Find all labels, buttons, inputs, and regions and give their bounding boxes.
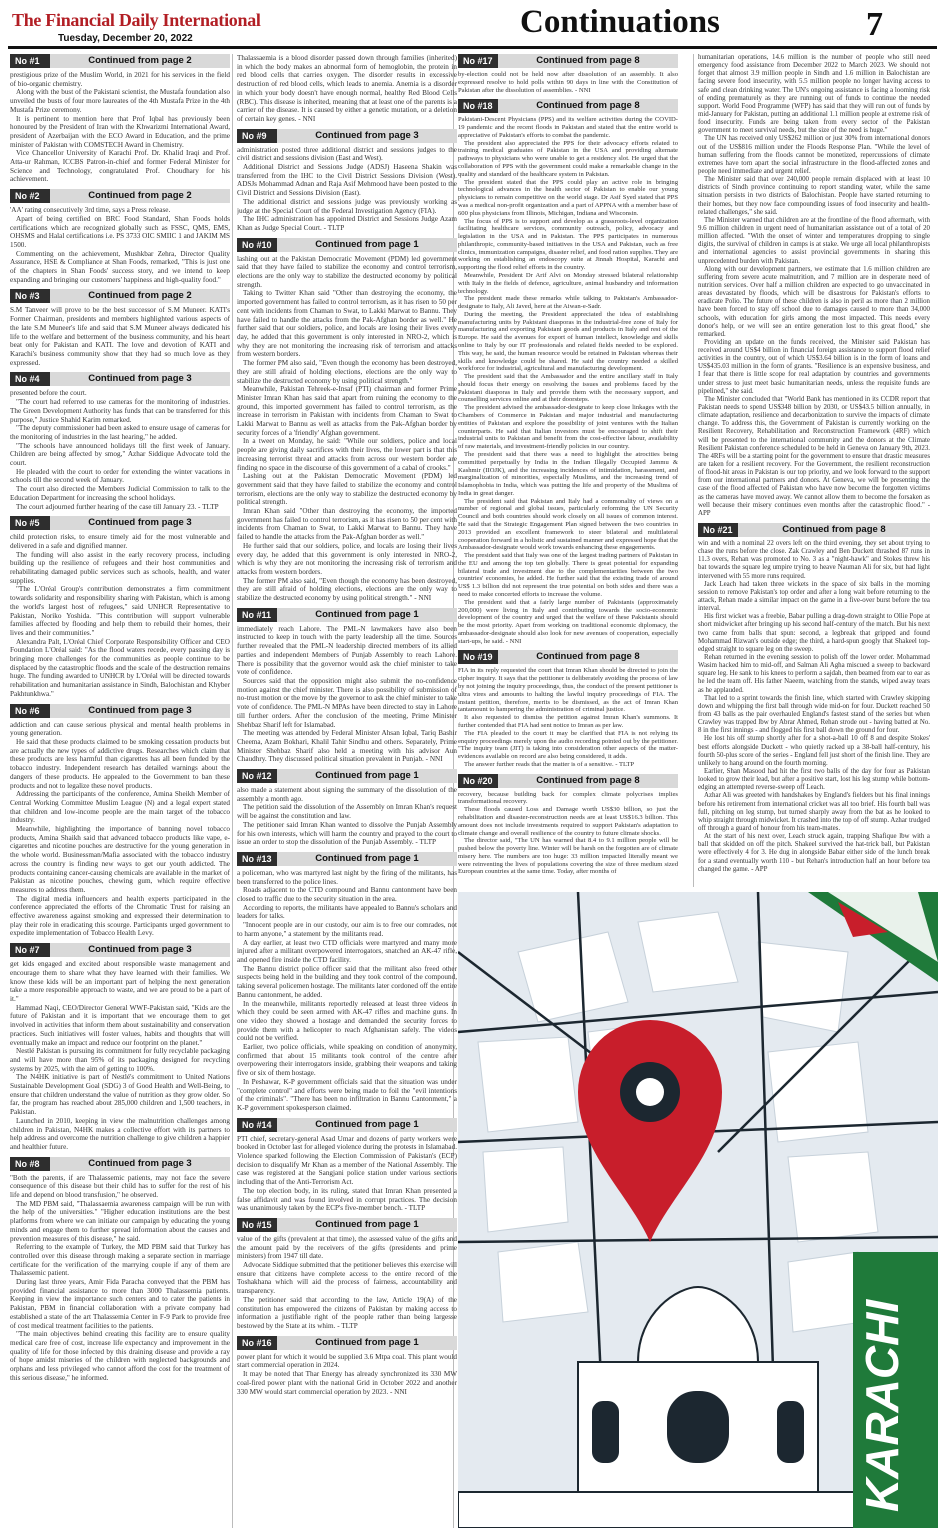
article-number-tag: No #3: [10, 289, 50, 303]
article-body: [10, 1174, 230, 1383]
article-header: [237, 238, 457, 252]
article-paragraph: In a tweet on Monday, he said: "While our soldiers, police and local people are giving daily sacrifices with their lives, the lower part is that this increasing terrorist threat and attacks from across our western border are finding no space in the discourse of this government of a cabal of crooks.": [237, 437, 457, 472]
city-label: KARACHI: [856, 1299, 908, 1512]
article-paragraph: His first wicket was a freebie, Babar pulling a drag-down straight to Ollie Pope at short midwicket after bringing up his second half-century of the match. But his next two came from balls that spun: second, a legbreak that gripped and found Mohammad Rizwan's outside edge; the third, a hard-spun googly that Shakeel top-edged straight to square leg on the sweep.: [698, 613, 930, 653]
article-paragraph: The president advised the ambassador-designate to keep close linkages with the Chambers of Commerce in Pakistan and major industrial and manufacturing entities of Pakistan and explore the possibility of joint ventures with the Italian counterparts. He said that Italian investors must be encouraged to shift their industrial units to Pakistan and benefit from the cost-effective labour, availability of raw materials, and investment-friendly policies in our country.: [458, 404, 678, 451]
article-paragraph: The former PM also said, "Even though the economy has been destroyed, they are still afraid of holding elections, elections are the only way to stabilize the destructed economy by using political strength." - NNI: [237, 576, 457, 603]
article-paragraph: In the meanwhile, militants reportedly released at least three videos in which they could be seen armed with AK-47 rifles and machine guns. In one video they showed a hostage and demanded the security forces to provide them with a helicopter to reach Afghanistan safely. The videos could not be verified.: [237, 999, 457, 1043]
article-number-tag: No #1: [10, 54, 50, 68]
article: [698, 54, 930, 518]
article-paragraph: The UN has received only US$262 million or just 30% from international donors out of the US$816 million under the Floods Response Plan. "While the level of human suffering from the floods cannot be monetized, repercussions of climate extremes have torn apart the social infrastructure in the flood-affected zones and people need immediate and urgent relief.: [698, 135, 930, 175]
article-paragraph: Addressing the participants of the conference, Amina Sheikh Member of Central Working Committee Muslim League (N) and a legal expert stated that children and low-income people are the main target of the tobacco industry.: [10, 790, 230, 825]
article-number-tag: No #7: [10, 943, 50, 957]
article-body: [237, 1135, 457, 1213]
article-paragraph: administration posted three additional district and sessions judges to the civil district and sessions division (East and West).: [237, 145, 457, 163]
article-paragraph: The president said that a fairly large number of Pakistanis (approximately 200,000) were living in Italy and contributing towards the socio-economic development of the country and urged that the welfare of these Pakistanis should be the most priority. Apart from working on traditional economic diplomacy, the ambassador-designate should also look for new avenues of cooperation, especially start-ups, he said. - NNI: [458, 598, 678, 645]
continued-from-label: Continued from page 8: [498, 99, 678, 113]
article-paragraph: Along with our development partners, we estimate that 1.6 million children are suffering from severe acute malnutrition, and 7 million are in desperate need of nutrition services. Over half a million children are expected to go unvaccinated in areas devastated by floods, which will be disastrous for Pakistan's efforts to eradicate Polio. The future of these children is also in peril as more than 2 million have been forced to stay off school due to damages caused to more than 34,000 schools, with education for girls among the most impacted. This needs every donor's help, or we will see an entire generation lost to this great flood," she remarked.: [698, 265, 930, 338]
article-paragraph: lashing out at the Pakistan Democratic Movement (PDM) led government said that they have failed to stabilize the economy and control terrorism, elections are the only way to stabilize the destructed economy by political strength.: [237, 254, 457, 289]
article-paragraph: It may be noted that Thar Energy has already synchronized its 330 MW coal-fired power plant with the national Grid in October 2022 and another 330 MW would start commercial operation by 2023. - NNI: [237, 1370, 457, 1396]
article-number-tag: No #18: [458, 99, 498, 113]
article-paragraph: Launched in 2010, keeping in view the malnutrition challenges among children in Pakistan, N4HK makes a collective effort with its partners to help address and overcome the nutrition challenge to give children a happier and healthier future.: [10, 1116, 230, 1151]
article-paragraph: Meanwhile, President Dr Arif Alvi on Monday stressed bilateral relationship with Italy in the fields of defence, agriculture, animal husbandry and information technology.: [458, 271, 678, 295]
continued-from-label: Continued from page 1: [277, 1118, 457, 1132]
article-paragraph: Advocate Siddique submitted that the petitioner believes this exercise will ensure that citizens have complete access to the entire record of the Toshakhana which will aid the process of fairness, accountability and transparency.: [237, 1261, 457, 1296]
article-paragraph: Rehan returned in the evening session to polish off the lower order. Mohammad Wasim hacked him to mid-off, and Salman Ali Agha miscued a sweep to backward square leg. He sank to his knees to perform a sajdah, then beamed from ear to ear as he led the team off. His father Naeem, watching from the stands, wiped away tears as he applauded.: [698, 653, 930, 694]
section-title: Continuations: [520, 4, 720, 40]
article: [237, 54, 457, 124]
article-paragraph: The additional district and sessions judge was previously working as judge at the Special Court of the Federal Investigation Agency (FIA).: [237, 197, 457, 215]
article-number-tag: No #5: [10, 516, 50, 530]
article-paragraph: The focus of PPS is to support and develop as a grassroots-level organization facilitating healthcare services, community outreach, policy, advocacy and legislation in the USA and in Pakistan. The PPS participates in numerous philanthropic, community-based initiatives in the USA and Pakistan, such as free clinics, immunization campaigns, disaster relief, and food ration supplies. They are working on establishing an endoscopy suite at Jinnah Hospital, Karachi and supporting the flood relief efforts in the country.: [458, 217, 678, 272]
article-body: [237, 1353, 457, 1397]
article: [458, 650, 678, 768]
continued-from-label: Continued from page 1: [277, 238, 457, 252]
article-paragraph: At the start of his next over, Leach struck again, trapping Shafique lbw with a ball that skidded on off the pitch. Shakeel survived the hat-trick ball, but Pakistan were effectively 4 for 3. He dug in alongside Babar either side of the lunch break for a stand eventually worth 110 - but Rehan's introduction half an hour before tea changed the game. - APP: [698, 833, 930, 873]
article-body: [237, 869, 457, 1113]
article-paragraph: get kids engaged and excited about responsible waste management and encourage them to share what they have learned with their families. We know these kids will be an important part of helping the next generation take a more responsible approach to waste, and we are proud to be a part of it.": [10, 960, 230, 1003]
article-header: [10, 1157, 230, 1171]
article: [237, 1336, 457, 1397]
article-number-tag: No #10: [237, 238, 277, 252]
article-paragraph: He further said that our soldiers, police, and locals are losing their lives every day, he added that this government is only interested in NRO-2, which is why they are not monitoring the increasing risk of terrorism and attacks from western borders.: [237, 541, 457, 576]
article-body: [698, 54, 930, 518]
article-paragraph: "The main objectives behind creating this facility are to ensure quality medical care free of cost, increase life expectancy and improvement in the quality of life for those infected by this draining disease and provide a ray of hope amidst miseries of the children with neglected backgrounds and orphans and less privileged who cannot afford the cost for the treatment of this serious disease," he informed.: [10, 1330, 230, 1382]
article: [458, 54, 678, 94]
article-header: [698, 523, 930, 537]
article-header: [458, 774, 678, 788]
article-number-tag: No #8: [10, 1157, 50, 1171]
article: [10, 372, 230, 511]
article-body: [458, 791, 678, 877]
article-paragraph: The court also directed the Members Judicial Commission to talk to the Education Department for increasing the school holidays.: [10, 485, 230, 502]
article-paragraph: S.M Tanveer will prove to be the best successor of S.M Muneer. KATI's Former Chairman, presidents and members highlighted various aspects of the late S.M Muneer's life and said that S.M Muneer always dedicated his life to the welfare and betterment of the business community, and his heart beat only for Pakistan and KATI. The love and devotion of KATI and Karachi's business community show that they had so much love as they expressed.: [10, 306, 230, 367]
article-paragraph: humanitarian operations, 14.6 million is the number of people who still need emergency food assistance from December 2022 to March 2023. We should not forget that almost 3.9 million people in Sindh and 1.6 million in Balochistan are facing severe food insecurity, with 5.5 million people no longer having access to safe and clean drinking water. The UN's ongoing assistance is facing a looming risk of ending prematurely as they are running out of funds to continue the needed support. World Food Programme (WFP) has said that they will run out of funds by mid-January for Pakistan, putting an additional 1.1 million people at extreme risk of food insecurity. Funds are being taken from every sector of the Pakistan government to meet survival needs, but the size of the need is huge.": [698, 54, 930, 135]
issue-date: Tuesday, December 20, 2022: [58, 33, 193, 44]
article-paragraph: The N4HK initiative is part of Nestlé's commitment to United Nations Sustainable Development Goal (SDG) 3 of Good Health and Well-Being, to ensure that children understand the value of nutrition as they grow older. So far, the program has reached about 285,000 children and 1,500 teachers, in Pakistan.: [10, 1073, 230, 1117]
article-header: [10, 516, 230, 530]
article-body: [10, 960, 230, 1151]
article-paragraph: Jack Leach had taken three wickets in the space of six balls in the morning session to remove Pakistan's top order and after a long wait before returning to the attack, Rehan made a similar impact on the game in a five-over burst before the tea interval.: [698, 580, 930, 613]
continued-from-label: Continued from page 8: [738, 523, 930, 537]
article-paragraph: A day earlier, at least two CTD officials were martyred and many more injured after a militant overpowered interrogators, snatched an AK-47 rifle, and opened fire inside the CTD facility.: [237, 938, 457, 964]
column-divider: [693, 54, 694, 887]
article-paragraph: The petitioner said that according to the law, Article 19(A) of the constitution has empowered the citizens of Pakistan by making access to information a justifiable right of the people rather than being largesse bestowed by the State at its whim. - TLTP: [237, 1295, 457, 1330]
article-body: [237, 625, 457, 764]
article-paragraph: 'AA' rating consecutively 3rd time, says a Press release.: [10, 206, 171, 215]
article-paragraph: The MD PBM said, "Thalassaemia awareness campaign will be run with the help of the universities." "Higher education institutions are the best platforms from where we can initiate our campaign by educating the young minds and engage them to further spread information about the causes and prevention measures of this disease," he said.: [10, 1199, 230, 1243]
article-header: [458, 650, 678, 664]
article-body: [237, 255, 457, 603]
article: [10, 54, 230, 184]
continued-from-label: Continued from page 1: [277, 769, 457, 783]
continued-from-label: Continued from page 1: [277, 852, 457, 866]
article: [10, 189, 230, 284]
continued-from-label: Continued from page 8: [498, 774, 678, 788]
article-number-tag: No #20: [458, 774, 498, 788]
column-1: [10, 54, 230, 1528]
article-header: [458, 99, 678, 113]
article-paragraph: "The deputy commissioner had been asked to ensure usage of cameras for the monitoring of industries in the last hearing," he added.: [10, 424, 230, 441]
article: [10, 289, 230, 367]
article-body: [237, 786, 457, 847]
article-paragraph: The petitioner said Imran Khan wanted to dissolve the Punjab Assembly for his own interests, which will harm the country and prayed to the court to issue an order to stop the dissolution of the Punjab Assembly. - TLTP: [237, 820, 457, 847]
article-number-tag: No #4: [10, 372, 50, 386]
article: [237, 1118, 457, 1213]
article: [10, 943, 230, 1151]
article-number-tag: No #6: [10, 704, 50, 718]
article-paragraph: The president said that the Ambassador and the entire ancillary staff in Italy should focus their energy on resolving the issues and problems faced by the Pakistani diasporas in Italy and provide them with the necessary support, and counselling services online and at their doorsteps.: [458, 373, 678, 404]
article-paragraph: The Minister concluded that "World Bank has mentioned in its CCDR report that Pakistan needs to spend US$348 billion by 2030, or US$43.5 billion annually, in climate adaptation, resilience and decarbonization to survive the impacts of climate change. To address this, the Government of Pakistan is currently working on the Resilient Recovery, Rehabilitation and Reconstruction Framework (4RF) which will be presented to the international community and the donors at the Climate Resilient Pakistan conference scheduled to be held in Geneva on January 9th, 2023. The 4RFs will be a starting point for the government to ensure that drastic measures are taken for a resilient recovery. For the Government, the resilient reconstruction of flood-hit areas in Pakistan is our top priority, and we look forward to the support from our international partners and donors. At Geneva, we will be presenting the case of the flood affected of Pakistan who have now become the forgotten victims as the cameras have moved away. We cannot allow them to become the forsaken as well because their misery continues even months after the catastrophic flood." - APP: [698, 395, 930, 517]
continued-from-label: Continued from page 8: [498, 650, 678, 664]
article-paragraph: Thalassaemia is a blood disorder passed down through families (inherited) in which the body makes an abnormal form of hemoglobin, the protein in red blood cells that carries oxygen. The disorder results in excessive destruction of red blood cells, which leads to anemia. Anemia is a disorder in which your body doesn't have enough normal, healthy Red Blood Cells (RBC). This disease is inherited, meaning that at least one of the parents is a carrier of the disease. It is caused by either a genetic mutation, or a deletion of certain key genes. - NNI: [237, 54, 457, 123]
article-paragraph: PTI chief, secretary-general Asad Umar and dozens of party workers were booked in October last for alleged violence during the protests in Islamabad. Violence sparked following the Election Commission of Pakistan's (ECP) decision to disqualify Mr Khan as a member of the National Assembly. The case was registered at the Sangjani police station under various sections including that of the Anti-Terrorism Act.: [237, 1134, 457, 1187]
article-header: [237, 129, 457, 143]
newspaper-brand: The Financial Daily International: [12, 10, 261, 30]
article-number-tag: No #14: [237, 1118, 277, 1132]
article-paragraph: He pleaded with the court to order for extending the winter vacations in schools till the second week of January.: [10, 467, 230, 485]
article-paragraph: prestigious prize of the Muslim World, in 2021 for his services in the field of bio-organic chemistry.: [10, 71, 230, 88]
article-number-tag: No #15: [237, 1218, 277, 1232]
article-paragraph: Roads adjacent to the CTD compound and Bannu cantonment have been closed to traffic due to the security situation in the area.: [237, 886, 457, 904]
continued-from-label: Continued from page 2: [50, 54, 230, 68]
article-paragraph: Apart of being certified on BRC Food Standard, Shan Foods holds certifications which are recognized globally such as FSSC, QMS, EMS, OHSMS and Halal certifications i.e. PS 3733 OIC SMIIC 1 and JAKIM MS 1500.: [10, 214, 230, 249]
article: [698, 523, 930, 874]
article-paragraph: The answer further reads that the matter is of a sensitive. - TLTP: [464, 760, 635, 768]
article-paragraph: presented before the court.: [10, 389, 87, 398]
continued-from-label: Continued from page 1: [277, 608, 457, 622]
article: [237, 769, 457, 847]
article: [10, 704, 230, 939]
article-body: [698, 540, 930, 874]
article-paragraph: Earlier, two police officials, while speaking on condition of anonymity, confirmed that about 15 militants took control of the centre after overpowering their interrogators inside, grabbing their weapons and taking five or six of them hostage.: [237, 1043, 457, 1078]
page-number: 7: [866, 6, 883, 43]
article-header: [237, 769, 457, 783]
article: [10, 1157, 230, 1383]
article: [237, 238, 457, 603]
article-number-tag: No #17: [458, 54, 498, 68]
article-paragraph: Meanwhile, Pakistan Tehreek-e-Insaf (PTI) chairman and former Prime Minister Imran Khan has said that apart from ruining the economy to the ground, this imported government has failed to control terrorism, as the increase in terrorism in Pakistan with incidents from Chaman to Swat to Lakki Marwat to Bannu as well as attacks from the Pak-Afghan border by security forces of a 'friendly' Afghan government.: [237, 385, 457, 437]
article-paragraph: a policeman, who was martyred last night by the firing of the militants, has been transferred to the police lines.: [237, 868, 457, 886]
article-number-tag: No #16: [237, 1336, 277, 1350]
continued-from-label: Continued from page 1: [277, 1218, 457, 1232]
article-paragraph: value of the gifts (prevalent at that time), the assessed value of the gifts and the amount paid by the receivers of the gifts (presidents and prime ministers) from 1947 till date.: [237, 1234, 457, 1261]
article-paragraph: According to reports, the militants have appealed to Bannu's scholars and leaders for talks.: [237, 903, 457, 921]
article-header: [10, 54, 230, 68]
article-number-tag: No #21: [698, 523, 738, 537]
article-paragraph: The FIA pleaded to the court it may be clarified that FIA is not relying its enquiry proceedings merely upon the audio recording pointed out by the petitioner. "The inquiry team (JIT) is taking into consideration other aspects of the matter- evidences available on record are also being considered, it adds.: [458, 729, 678, 761]
article-paragraph: The director said, "The UN has warned that 8.4 to 9.1 million people will be pushed below the poverty line. Winter will be harsh on the forgotten are of climate misery here. The numbers are too huge: 33 million impacted literally meant we were reinventing the lives of populations covering the size of three medium sized European countries at the same time. Today, after months of: [458, 837, 678, 876]
article-number-tag: No #12: [237, 769, 277, 783]
masthead: [0, 0, 945, 46]
article-number-tag: No #19: [458, 650, 498, 664]
article-paragraph: "The court had referred to use cameras for the monitoring of industries. The Green Development Authority has funds that can be transferred for this purpose," Justice Shahid Karim remarked.: [10, 398, 230, 424]
article-paragraph: recovery, because building back for complex climate polycrises implies transformational recovery.: [458, 790, 678, 806]
article-paragraph: During the meeting, the President appreciated the idea of establishing manufacturing units by Pakistani diasporas in the industrial-free zone of Italy for manufacturing and exporting Pakistani goods and products in Italy and rest of the Europe. He said the avenues for export of human intellect, knowledge and skills online to Italy by our IT professionals and related fields needed to be explored. This way, he said, the human resource would be retained in Pakistan whereas their skills and knowledge could be shared. He said the country needed a skilled workforce for industrial, agricultural and manufacturing development.: [458, 310, 678, 373]
article-header: [10, 943, 230, 957]
masthead-rule: [8, 46, 937, 49]
article-header: [237, 1336, 457, 1350]
article-paragraph: The former PM also said, "Even though the economy has been destroyed, they are still afraid of holding elections, elections are the only way to stabilize the destructed economy by using political strength.": [237, 359, 457, 385]
article: [237, 129, 457, 233]
article-body: [10, 389, 230, 511]
article: [237, 1218, 457, 1331]
article-header: [10, 289, 230, 303]
article-paragraph: Taking to Twitter Khan said "Other than destroying the economy, the imported government has failed to control terrorism, as it has risen to 50 per cent with incidents from Chaman to Swat, to Lakki Marwat to Bannu. They have failed to handle the attacks from the Pak-Afghan border as well." He further said that our soldiers, police, and locals are losing their lives every day, he added that this government is only interested in NRO-2, which is why they are not monitoring the increasing risk of terrorism and attacks from western borders.: [237, 289, 457, 359]
article-paragraph: FIA in its reply requested the court that Imran Khan should be directed to join the cipher inquiry. It says that the petitioner is deliberately avoiding the process of law by not joining the inquiry proceedings, thus, the conduct of the present petitioner is ultra vires and amounts to halting the lawful inquiry proceedings of FIA. The instant petition, therefore, merits to be dismissed, as the act of Imran Khan tantamount to hampering the administration of criminal justice.: [458, 667, 678, 714]
article-paragraph: The funding will also assist in the early recovery process, including building up the resilience of refugees and their host communities and rehabilitating damaged public services such as schools, health, and water supplies.: [10, 550, 230, 585]
article-paragraph: Azhar Ali was greeted with handshakes by England's fielders but his final innings before his retirement from international cricket was all too brief. His fourth ball was full, pitching on leg stump, but turned sharply away from the bat as he looked to whip straight through midwicket. It crashed into the top of off stump. Azhar trudged off through a guard of honour from his team-mates.: [698, 792, 930, 832]
article-number-tag: No #2: [10, 189, 50, 203]
article-paragraph: Along with the bust of the Pakistani scientist, the Mustafa foundation also unveiled the busts of four more laureates of the 4th Mustafa Prize in the 4th Mustafa Prize ceremony.: [10, 88, 230, 114]
continued-from-label: Continued from page 3: [50, 943, 230, 957]
article-paragraph: Lashing out at the Pakistan Democratic Movement (PDM) led government said that they have failed to stabilize the economy and control terrorism, elections are the only way to stabilize the destructed economy by political strength.: [237, 472, 457, 507]
article-paragraph: Referring to the example of Turkey, the MD PBM said that Turkey has controlled over this disease through making a separate section in marriage certificate for the verification of the marrying couple if any of them are Thalassemic patient.: [10, 1243, 230, 1278]
continued-from-label: Continued from page 3: [50, 372, 230, 386]
article-paragraph: Earlier, Shan Masood had hit the first two balls of the day for four as Pakistan looked to grow their lead, but after a positive start, lost his leg stump while bottom-edging an attempted reverse-sweep off Leach.: [698, 767, 930, 792]
article-header: [237, 608, 457, 622]
column-3: [458, 54, 678, 887]
column-2: [237, 54, 457, 1528]
article-header: [237, 852, 457, 866]
article-paragraph: The Minister warned that children are at the frontline of the flood aftermath, with 9.6 million children in urgent need of humanitarian assistance out of a total of 20 million affected. "With the onset of winter and temperatures dropping to single digits, the survival of children in camps is at stake. We urge all local philanthropists and international agencies to assist provincial governments in sharing this unprecedented burden with Pakistan.: [698, 216, 930, 265]
article-paragraph: The IHC administration has appointed District and Sessions Judge Azam Khan as Judge Special Court. - TLTP: [237, 215, 457, 232]
article-paragraph: Nestlé Pakistan is pursuing its commitment for fully recyclable packaging and will have more than 95% of its packaging designed for recycling systems by 2025, with the aim of getting to 100%.: [10, 1047, 230, 1073]
article-paragraph: The petition said the dissolution of the Assembly on Imran Khan's request will be against the constitution and law.: [237, 803, 457, 821]
karachi-illustration: [458, 892, 938, 1528]
article-paragraph: He said that these products claimed to be smoking cessation products but are actually the new types of addictive drugs. Researches which claim that these products are less harmful than cigarettes has all been funded by the tobacco industry. Independent research has detailed warnings about the dangers of these products. He appealed to the Government to ban these products and not to legalize these novel products.: [10, 738, 230, 790]
article-body: [10, 533, 230, 698]
continued-from-label: Continued from page 1: [277, 1336, 457, 1350]
article: [458, 99, 678, 645]
article-paragraph: child protection risks, to ensure timely aid for the most vulnerable and delivered in a safe and dignified manner.: [10, 533, 230, 550]
article-paragraph: The Minister said that over 240,000 people remain displaced with at least 10 districts of Sindh province continuing to report standing water, while the same situation persists in two districts of Balochistan. People have started returning to their homes, but they now face compounding issues of food insecurity and health-related challenges," she said.: [698, 176, 930, 216]
article-header: [237, 1218, 457, 1232]
article-paragraph: He lost his off stump shortly after for a shot-a-ball 10 off 8 and despite Stokes' best efforts alongside Duckett - who quietly racked up a 38-ball half-century, his fourth 50-plus score of the series - England fell just short of the finish line. They are unlikely to hang around on the fourth morning.: [698, 735, 930, 767]
article-body: [237, 146, 457, 233]
article-paragraph: The digital media influencers and health experts participated in the conference appreciated the efforts of the Chromatic Trust for raising an effective awareness against smoking and expressed their determination to play their role in eradicating this scourge. Participants urged government to expedite implementation of Tobacco Health Levy.: [10, 894, 230, 938]
article-paragraph: "The schools have announced holidays till the first week of January. Children are being affected by smog," Azhar Siddique Advocate told the court.: [10, 441, 230, 468]
article-number-tag: No #11: [237, 608, 277, 622]
article-paragraph: immediately reach Lahore. The PML-N lawmakers have also been instructed to keep in touch with the party leadership all the time. Sources further revealed that the PML-N leadership directed members of its allied parties and independent Members of Punjab Assembly to reach Lahore. There is possibility that the governor would ask the chief minister to take vote of confidence.: [237, 624, 457, 677]
article-paragraph: The president also appreciated the PPS for their advocacy efforts related to training medical graduates of Pakistan in the USA and providing alternate pathways to physicians who were unable to get a residency slot. He urged that the collaboration of PPS with the government could make a remarkable change in the quality and standard of the healthcare system in Pakistan.: [458, 139, 678, 178]
article-number-tag: No #9: [237, 129, 277, 143]
article: [237, 852, 457, 1113]
article-body: [237, 54, 457, 124]
label-panel: [853, 1252, 938, 1528]
continued-from-label: Continued from page 3: [50, 516, 230, 530]
article-paragraph: The meeting was attended by Federal Minister Ahsan Iqbal, Tariq Bashir Cheema, Azam Bokhari, Khalil Tahir Sindhu and others. Separately, Prime Minister Shehbaz Sharif also held a meeting with his advisor Aun Chaudhry. They discussed political situation prevalent in Punjab. - NNI: [237, 729, 457, 764]
article-body: [458, 667, 678, 768]
article-body: [10, 721, 230, 939]
continued-from-label: Continued from page 3: [277, 129, 457, 143]
article-header: [10, 372, 230, 386]
article-paragraph: The court adjourned further hearing of the case till January 23. - TLTP: [16, 502, 219, 511]
article-paragraph: Additional District and Sessions Judge (ADSJ) Haseena Shakin was transferred from the IHC to the Civil District Sessions Division (West). ADSJs Mohammad Adnan and Raja Asif Mehmood have been posted to the Civil District and Sessions Division (East).: [237, 163, 457, 198]
article-paragraph: "Both the parents, if are Thalassemic patients, may not face the severe consequence of this disease but their child has to suffer for the rest of his life and depend on blood transfusion," he observed.: [10, 1173, 230, 1200]
article-paragraph: During last three years, Amir Fida Paracha conveyed that the PBM has provided financial assistance to more than 3000 Thalassemia patients. Keeping in view the importance such centers and to cater the patients in Pakistan, PBM in financial collaboration with a private company had established a state of the art Thalassemia Center in F-9 Park to provide free of cost medical treatment facilities to the patients.: [10, 1278, 230, 1330]
continued-from-label: Continued from page 3: [50, 704, 230, 718]
article-paragraph: The top election body, in its ruling, stated that Imran Khan presented a false affidavit and was found involved in corrupt practices. The decision was unanimously taken by the ECP's five-member bench. - TLTP: [237, 1186, 457, 1213]
article-header: [237, 1118, 457, 1132]
article-paragraph: The president said that there was a need to highlight the atrocities being committed perpetually by India in the Indian Illegally Occupied Jammu & Kashmir (IIOJK), and the increasing incidences of intimidation, harassment, and marginalization of minorities, especially Muslims, and the increasing trend of Islamophobia in India, which was putting the life and property of the Muslims of India in great danger.: [458, 450, 678, 497]
article-paragraph: The president made these remarks while talking to Pakistan's Ambassador-designate to Italy, Ali Javed, here at the Aiwan-e-Sadr.: [458, 295, 678, 311]
article-paragraph: Vice Chancellor University of Karachi Prof. Dr. Khalid Iraqi and Prof. Atta-ur Rahman, ICCBS Patron-in-chief and former Federal Minister for Science and Technology, congratulated Prof. Choudhary for his achievement.: [10, 149, 230, 184]
article-paragraph: These floods caused Loss and Damage worth US$30 billion, so just the rehabilitation and disaster-reconstruction needs are at least US$16.3 billion. This amount does not include investments required to support Pakistan's adaptation to climate change and overall resilience of the country to future climate shocks.: [458, 806, 678, 837]
article-paragraph: "The L'Oréal Group's contribution demonstrates a firm commitment towards solidarity and responsibility sharing with Pakistan, which is among the world's largest host of refugees," said UNHCR Representative to Pakistan, Noriko Yoshida. "This contribution will support vulnerable families affected by flooding and help them to rebuild their homes, their lives and their communities.": [10, 585, 230, 637]
article-number-tag: No #13: [237, 852, 277, 866]
article-header: [10, 704, 230, 718]
article: [458, 774, 678, 877]
article-paragraph: Commenting on the achievement, Mushkbar Zehra, Director Quality Assurance, HSE & Compliance at Shan Foods, remarked, "This is just one of the chapters in Shan Foods' success story, and we intend to keep expanding and bringing our customers' happiness and high-quality food.": [10, 249, 230, 284]
article-paragraph: Meanwhile, highlighting the importance of banning novel tobacco products, Amina Shaikh said that advanced tobacco products like vape, e-cigarettes and nicotine pouches are destructive for the young generation in the whole world. Businessman/Mafia associated with the tobacco industry across the country is finding new ways to get our youth addicted. The products containing cancer-causing chemicals are available in the market of Pakistan as nicotine pouches, chewing gum, which require effective measures to address them.: [10, 825, 230, 894]
article-header: [10, 189, 230, 203]
article-paragraph: The president said that Italy was one of the largest trading partners of Pakistan in the EU and among the top ten globally. There is great potential for expanding bilateral trade and investment due to the complementarities between the two countries' economies, he added. He further said that the existing trade of around US$ 1.3 billion did not represent the true potential on both sides and there was a need to make concerted efforts to increase the volume.: [458, 552, 678, 598]
article-paragraph: also made a statement about signing the summary of the dissolution of the assembly a month ago.: [237, 786, 457, 803]
article-body: [458, 116, 678, 645]
article-body: [10, 71, 230, 184]
article-paragraph: Imran Khan said "Other than destroying the economy, the imported government has failed to control terrorism, as it has risen to 50 per cent with incidents from Chaman to Swat, to Lakki Marwat to Bannu. They have failed to handle the attacks from the Pak-Afghan border as well.": [237, 507, 457, 542]
article-paragraph: The Bannu district police officer said that the militant also freed other suspects being held in the building and they took control of the compound, taking several policemen hostage. The militants later cordoned off the entire Bannu cantonment, he added.: [237, 964, 457, 999]
article-paragraph: It also requested to dismiss the petition against Imran Khan's summons. It further contended that FIA had sent notice to Imran as per law.: [458, 714, 678, 729]
article: [237, 608, 457, 764]
article-paragraph: Pakistani-Descent Physicians (PPS) and its welfare activities during the COVID-19 pandemic and the recent floods in Pakistan and stated that the entire world is appreciative of Pakistan's efforts to combat the pandemic.: [458, 116, 678, 139]
article-header: [458, 54, 678, 68]
article-paragraph: Providing an update on the funds received, the Minister said Pakistan has received around US$4 billion in financial foreign assistance to support flood relief activities in the country, out of which US$3.64 billion is in the form of loans and US$435.03 million in the form of grants. "Resilience is an expensive business, and I fear that there is little scope for real adaptation by countries and governments under stress to just meet basic humanitarian needs, unless the requisite funds are pipelined," she said.: [698, 338, 930, 395]
article-paragraph: Hammad Naqi, CEO/Director General WWF-Pakistan said, "Kids are the future of Pakistan and it is important that we encourage them to get involved in activities that inform them about sustainability and conservation practices. Such initiatives will foster values, habits and thoughts that will eventually make an impact and reduce our footprint on the planet.": [10, 1003, 230, 1047]
article-paragraph: power plant for which it would be supplied 3.6 Mtpa coal. This plant would start commercial operation in 2024.: [237, 1352, 457, 1370]
article-paragraph: addiction and can cause serious physical and mental health problems in young generation.: [10, 720, 230, 738]
article-body: [237, 1235, 457, 1331]
article-body: [458, 71, 678, 94]
article-paragraph: That led to a sprint towards the finish line, which started with Crawley skipping down and whipping the first ball through wide mid-on for four. Duckett reached 50 from 43 balls as the pair overhauled England's fastest stand of the series but when Crawley was trapped lbw by Abrar Ahmed, Rehan strode out - having batted at No. 8 in the first innings - and flogged his first ball down the ground for four.: [698, 694, 930, 735]
article-paragraph: Sources said that the opposition might also submit the no-confidence motion against the chief minister. There is also possibility of submission of no-trust motion or the move by the governor to ask the chief minister to take vote of confidence. The PML-N MPAs have been directed to stay in Lahore till further orders. After the conclusion of the meeting, Prime Minister Shehbaz Sharif left for Islamabad.: [237, 677, 457, 729]
article-body: [10, 206, 230, 284]
continued-from-label: Continued from page 3: [50, 1157, 230, 1171]
column-4: [698, 54, 930, 887]
article-paragraph: It is pertinent to mention here that Prof Iqbal has previously been honoured by the President of Iran with the Khwarizmi International Award, president of Azerbaijan with the ECO Award in Education, and the prime minister of Pakistan with COMSTECH Award in Chemistry.: [10, 114, 230, 149]
article-paragraph: The president said that Pakistan and Italy had a commonality of views on a number of regional and global issues, particularly reforming the UN Security Council and both countries should work closely on all issues of common interest. He said that the Strategic Engagement Plan signed between the two countries in 2013 provided an excellent framework to steer bilateral and multilateral cooperation forward in a holistic and sustained manner and expressed hope that the Ambassador-designate would work towards enhancing these engagements.: [458, 497, 678, 552]
continued-from-label: Continued from page 2: [50, 289, 230, 303]
city-map-graphic: [458, 892, 938, 1528]
article-body: [10, 306, 230, 367]
article-paragraph: by-election could not be held now after dissolution of an assembly. It also expressed resolve to hold polls within 90 days in line with the Constitution of Pakistan after the dissolution of assemblies. - NNI: [458, 71, 678, 94]
article-paragraph: Alexandra Palt, L'Oréal Chief Corporate Responsibility Officer and CEO Foundation L'Oréal said: "As the flood waters recede, every passing day is bringing more challenges for the communities as people continue to be displaced by the catastrophic floods and the scale of the destruction remains huge. The funding awarded to UNHCR by L'Oréal will be directed towards rehabilitation and humanitarian assistance in Sindh, Balochistan and Khyber Pakhtunkhwa.": [10, 637, 230, 698]
article: [10, 516, 230, 698]
article-paragraph: The president stated that the PPS could play an active role in bringing technological advances in the health sector of Pakistan to enable our young physicians to remain competitive on the world stage. Dr Asif Syed stated that PPS was a medical non-profit organization and a part of APPNA with a member base of 600 plus physicians from Illinois, Michigan, Indiana and Wisconsin.: [458, 178, 678, 217]
article-paragraph: win and with a nominal 22 overs left on the third evening, they set about trying to chase the runs before the close. Zak Crawley and Ben Duckett thrashed 87 runs in 11.3 overs, Rehan was promoted to No. 3 as a "night-hawk" and Stokes threw his bat towards the square leg umpire trying to heave Nauman Ali for six, but had light intervened with 55 more runs required.: [698, 540, 930, 580]
continued-from-label: Continued from page 2: [50, 189, 230, 203]
continued-from-label: Continued from page 8: [498, 54, 678, 68]
article-paragraph: "Innocent people are in our custody, our aim is to free our comrades, not to harm anyone," a statement by the militants read.: [237, 921, 457, 938]
article-paragraph: In Peshawar, K-P government officials said that the situation was under "complete control" and efforts were being made to foil the "evil intentions of the criminals". "There has been no infiltration in Bannu Cantonment," a K-P government spokesperson claimed.: [237, 1077, 457, 1112]
column-divider: [232, 54, 233, 1528]
